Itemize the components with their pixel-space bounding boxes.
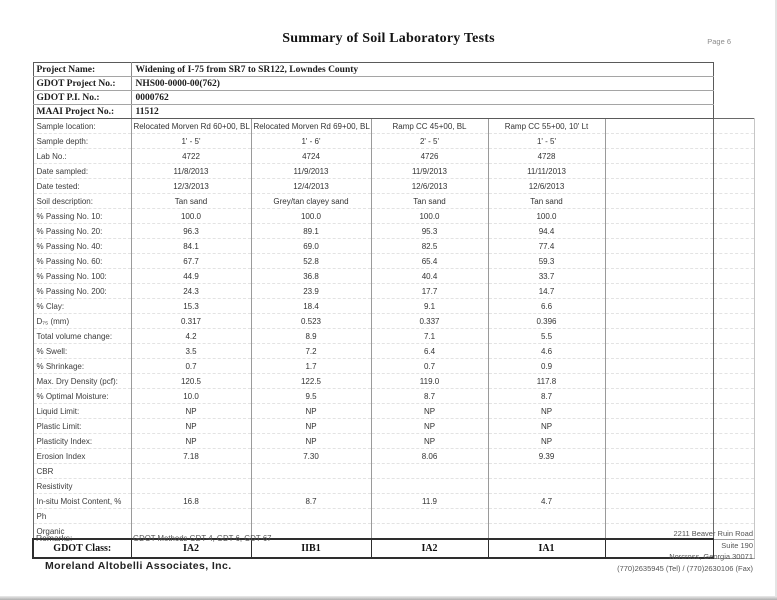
address-line: Suite 190 (721, 540, 753, 550)
row-label: Liquid Limit: (33, 404, 131, 419)
gdot-class-value: IIB1 (251, 539, 371, 558)
data-cell: 14.7 (488, 284, 605, 299)
row-label: Resistivity (33, 479, 131, 494)
data-cell: 4728 (488, 149, 605, 164)
empty-column-cell (605, 374, 713, 389)
row-label: Max. Dry Density (pcf): (33, 374, 131, 389)
table-row (33, 299, 754, 314)
data-cell: 40.4 (371, 269, 488, 284)
empty-column-cell (605, 389, 713, 404)
row-label: Soil description: (33, 194, 131, 209)
row-label: % Passing No. 60: (33, 254, 131, 269)
row-label: Ph (33, 509, 131, 524)
data-cell: 5.5 (488, 329, 605, 344)
data-cell: 1' - 6' (251, 134, 371, 149)
empty-column-cell (605, 329, 713, 344)
data-cell: 24.3 (131, 284, 251, 299)
data-cell: 4724 (251, 149, 371, 164)
spacer-cell (713, 105, 754, 119)
table-row (33, 479, 754, 494)
data-cell: Ramp CC 45+00, BL (371, 119, 488, 134)
spacer-cell (713, 224, 754, 239)
data-cell: 12/6/2013 (371, 179, 488, 194)
data-cell (488, 509, 605, 524)
data-cell: 0.337 (371, 314, 488, 329)
row-label: Date tested: (33, 179, 131, 194)
empty-column-cell (605, 314, 713, 329)
table-row (33, 254, 754, 269)
row-label: Plasticity Index: (33, 434, 131, 449)
row-label: % Shrinkage: (33, 359, 131, 374)
table-row (33, 464, 754, 479)
table-row (33, 149, 754, 164)
table-row (33, 224, 754, 239)
data-cell: Tan sand (488, 194, 605, 209)
data-cell: 16.8 (131, 494, 251, 509)
data-cell: 52.8 (251, 254, 371, 269)
data-cell: Relocated Morven Rd 69+00, BL (251, 119, 371, 134)
data-cell: 100.0 (131, 209, 251, 224)
spacer-cell (713, 164, 754, 179)
row-label: In-situ Moist Content, % (33, 494, 131, 509)
data-cell: 1' - 5' (131, 134, 251, 149)
row-label: Organic (33, 524, 131, 540)
empty-column-cell (605, 404, 713, 419)
project-info-row (33, 91, 754, 105)
gdot-class-value: IA1 (488, 539, 605, 558)
project-info-row (33, 77, 754, 91)
data-cell (131, 479, 251, 494)
row-label: % Passing No. 20: (33, 224, 131, 239)
spacer-cell (713, 449, 754, 464)
page-number-label: Page 6 (707, 37, 731, 46)
spacer-cell (713, 419, 754, 434)
data-cell: 65.4 (371, 254, 488, 269)
table-row (33, 329, 754, 344)
remarks-value: GDOT Methods GDT-4, GDT-6, GDT-67 (133, 534, 272, 543)
table-row (33, 209, 754, 224)
data-cell: 0.9 (488, 359, 605, 374)
row-label: D₇₅ (mm) (33, 314, 131, 329)
data-cell: 77.4 (488, 239, 605, 254)
data-cell: 69.0 (251, 239, 371, 254)
soil-table-body (33, 63, 754, 559)
data-cell (488, 524, 605, 540)
data-cell: 4.6 (488, 344, 605, 359)
empty-column-cell (605, 449, 713, 464)
row-label: % Passing No. 40: (33, 239, 131, 254)
table-row (33, 494, 754, 509)
address-line: Norcross, Georgia 30071 (669, 552, 753, 561)
table-row (33, 119, 754, 134)
data-cell: 59.3 (488, 254, 605, 269)
data-cell: 8.7 (371, 389, 488, 404)
data-cell: 8.9 (251, 329, 371, 344)
data-cell: 120.5 (131, 374, 251, 389)
empty-column-cell (605, 119, 713, 134)
data-cell: NP (131, 404, 251, 419)
data-cell (371, 464, 488, 479)
empty-column-cell (605, 179, 713, 194)
data-cell: 7.30 (251, 449, 371, 464)
data-cell: 15.3 (131, 299, 251, 314)
row-label: % Passing No. 100: (33, 269, 131, 284)
row-label: Sample depth: (33, 134, 131, 149)
spacer-cell (713, 63, 754, 77)
data-cell: 11/8/2013 (131, 164, 251, 179)
data-cell: 3.5 (131, 344, 251, 359)
project-row-label: Project Name: (33, 63, 131, 77)
project-row-label: GDOT Project No.: (33, 77, 131, 91)
empty-column-cell (605, 419, 713, 434)
row-label: % Swell: (33, 344, 131, 359)
data-cell: 8.06 (371, 449, 488, 464)
spacer-cell (713, 149, 754, 164)
data-cell: Tan sand (371, 194, 488, 209)
data-cell (371, 509, 488, 524)
data-cell: Tan sand (131, 194, 251, 209)
data-cell: 33.7 (488, 269, 605, 284)
project-row-value: 11512 (131, 105, 713, 119)
spacer-cell (713, 359, 754, 374)
data-cell: 11.9 (371, 494, 488, 509)
data-cell: 4726 (371, 149, 488, 164)
data-cell: 0.317 (131, 314, 251, 329)
data-cell: 1' - 5' (488, 134, 605, 149)
spacer-cell (713, 91, 754, 105)
table-row (33, 389, 754, 404)
table-row (33, 269, 754, 284)
data-cell: 0.7 (131, 359, 251, 374)
data-cell: NP (251, 419, 371, 434)
spacer-cell (713, 329, 754, 344)
data-cell: 100.0 (251, 209, 371, 224)
data-cell (371, 479, 488, 494)
spacer-cell (713, 179, 754, 194)
empty-column-cell (605, 479, 713, 494)
data-cell (251, 479, 371, 494)
project-row-label: GDOT P.I. No.: (33, 91, 131, 105)
data-cell: 89.1 (251, 224, 371, 239)
empty-column-cell (605, 254, 713, 269)
data-cell: 10.0 (131, 389, 251, 404)
data-cell: NP (488, 404, 605, 419)
spacer-cell (713, 77, 754, 91)
scan-edge-bottom (0, 596, 777, 600)
spacer-cell (713, 299, 754, 314)
table-row (33, 344, 754, 359)
spacer-cell (713, 284, 754, 299)
row-label: Date sampled: (33, 164, 131, 179)
data-cell: NP (131, 434, 251, 449)
data-cell (488, 479, 605, 494)
data-cell: 2' - 5' (371, 134, 488, 149)
table-row (33, 449, 754, 464)
table-row (33, 314, 754, 329)
table-row (33, 509, 754, 524)
table-row (33, 434, 754, 449)
empty-column-cell (605, 284, 713, 299)
address-block (617, 528, 753, 574)
data-cell: 117.8 (488, 374, 605, 389)
data-cell: 11/9/2013 (251, 164, 371, 179)
data-cell: 12/4/2013 (251, 179, 371, 194)
spacer-cell (713, 464, 754, 479)
project-info-row (33, 63, 754, 77)
spacer-cell (713, 509, 754, 524)
empty-column-cell (605, 239, 713, 254)
data-cell: 7.18 (131, 449, 251, 464)
data-cell: 7.1 (371, 329, 488, 344)
data-cell: 82.5 (371, 239, 488, 254)
company-name: Moreland Altobelli Associates, Inc. (45, 560, 232, 572)
empty-column-cell (605, 164, 713, 179)
empty-column-cell (605, 149, 713, 164)
data-cell: 7.2 (251, 344, 371, 359)
gdot-class-label: GDOT Class: (33, 539, 131, 558)
data-cell: NP (371, 434, 488, 449)
row-label: % Passing No. 200: (33, 284, 131, 299)
spacer-cell (713, 344, 754, 359)
project-row-value: NHS00-0000-00(762) (131, 77, 713, 91)
data-cell: 1.7 (251, 359, 371, 374)
table-row (33, 179, 754, 194)
spacer-cell (713, 479, 754, 494)
soil-summary-table (32, 62, 755, 559)
empty-column-cell (605, 509, 713, 524)
data-cell: NP (131, 419, 251, 434)
row-label: % Passing No. 10: (33, 209, 131, 224)
data-cell: Ramp CC 55+00, 10' Lt (488, 119, 605, 134)
data-cell: 94.4 (488, 224, 605, 239)
data-cell (488, 464, 605, 479)
data-cell: 4.7 (488, 494, 605, 509)
empty-column-cell (605, 464, 713, 479)
row-label: Total volume change: (33, 329, 131, 344)
data-cell (251, 509, 371, 524)
row-label: % Optimal Moisture: (33, 389, 131, 404)
data-cell: NP (251, 404, 371, 419)
data-cell: 122.5 (251, 374, 371, 389)
spacer-cell (713, 389, 754, 404)
data-cell: 67.7 (131, 254, 251, 269)
data-cell: 84.1 (131, 239, 251, 254)
project-row-value: Widening of I-75 from SR7 to SR122, Lowndes County (131, 63, 713, 77)
data-cell: 9.5 (251, 389, 371, 404)
table-row (33, 164, 754, 179)
data-cell: 0.396 (488, 314, 605, 329)
data-cell: NP (371, 419, 488, 434)
spacer-cell (713, 374, 754, 389)
table-row (33, 194, 754, 209)
data-cell: 4722 (131, 149, 251, 164)
data-cell: 11/9/2013 (371, 164, 488, 179)
spacer-cell (713, 254, 754, 269)
data-cell: 6.4 (371, 344, 488, 359)
spacer-cell (713, 494, 754, 509)
spacer-cell (713, 119, 754, 134)
project-info-row (33, 105, 754, 119)
data-cell: NP (371, 404, 488, 419)
row-label: CBR (33, 464, 131, 479)
table-row (33, 359, 754, 374)
data-cell: 12/6/2013 (488, 179, 605, 194)
row-label: Lab No.: (33, 149, 131, 164)
address-line: (770)2635945 (Tel) / (770)2630106 (Fax) (617, 563, 753, 573)
table-row (33, 374, 754, 389)
data-cell: Relocated Morven Rd 60+00, BL (131, 119, 251, 134)
spacer-cell (713, 239, 754, 254)
data-cell: 6.6 (488, 299, 605, 314)
gdot-class-value: IA2 (371, 539, 488, 558)
address-line: 2211 Beaver Ruin Road (673, 529, 753, 538)
remarks-label: Remarks: (36, 533, 73, 543)
data-cell: Grey/tan clayey sand (251, 194, 371, 209)
row-label: Erosion Index (33, 449, 131, 464)
empty-column-cell (605, 134, 713, 149)
page-title: Summary of Soil Laboratory Tests (282, 31, 495, 46)
data-cell: 9.39 (488, 449, 605, 464)
table-row (33, 404, 754, 419)
project-row-value: 0000762 (131, 91, 713, 105)
data-cell: 0.523 (251, 314, 371, 329)
spacer-cell (713, 269, 754, 284)
table-row (33, 284, 754, 299)
spacer-cell (713, 434, 754, 449)
table-row (33, 419, 754, 434)
data-cell: 119.0 (371, 374, 488, 389)
empty-column-cell (605, 299, 713, 314)
data-cell (251, 464, 371, 479)
spacer-cell (713, 134, 754, 149)
data-cell: 12/3/2013 (131, 179, 251, 194)
data-cell: 9.1 (371, 299, 488, 314)
empty-column-cell (605, 269, 713, 284)
data-cell (371, 524, 488, 540)
data-cell: 36.8 (251, 269, 371, 284)
data-cell: 17.7 (371, 284, 488, 299)
spacer-cell (713, 194, 754, 209)
data-cell: NP (488, 434, 605, 449)
empty-column-cell (605, 344, 713, 359)
data-cell (131, 464, 251, 479)
data-cell: 18.4 (251, 299, 371, 314)
table-row (33, 239, 754, 254)
data-cell: 23.9 (251, 284, 371, 299)
data-cell: 95.3 (371, 224, 488, 239)
data-cell: 100.0 (488, 209, 605, 224)
data-cell (131, 509, 251, 524)
project-row-label: MAAI Project No.: (33, 105, 131, 119)
data-cell: 11/11/2013 (488, 164, 605, 179)
empty-column-cell (605, 359, 713, 374)
data-cell: 96.3 (131, 224, 251, 239)
empty-column-cell (605, 224, 713, 239)
row-label: Plastic Limit: (33, 419, 131, 434)
data-cell: 4.2 (131, 329, 251, 344)
row-label: % Clay: (33, 299, 131, 314)
spacer-cell (713, 314, 754, 329)
empty-column-cell (605, 194, 713, 209)
data-cell: NP (251, 434, 371, 449)
empty-column-cell (605, 434, 713, 449)
data-cell: 100.0 (371, 209, 488, 224)
gdot-class-value: IA2 (131, 539, 251, 558)
row-label: Sample location: (33, 119, 131, 134)
data-cell: 8.7 (251, 494, 371, 509)
empty-column-cell (605, 209, 713, 224)
data-cell: 44.9 (131, 269, 251, 284)
spacer-cell (713, 209, 754, 224)
data-cell: NP (488, 419, 605, 434)
data-cell: 8.7 (488, 389, 605, 404)
table-row (33, 134, 754, 149)
data-cell: 0.7 (371, 359, 488, 374)
empty-column-cell (605, 494, 713, 509)
spacer-cell (713, 404, 754, 419)
